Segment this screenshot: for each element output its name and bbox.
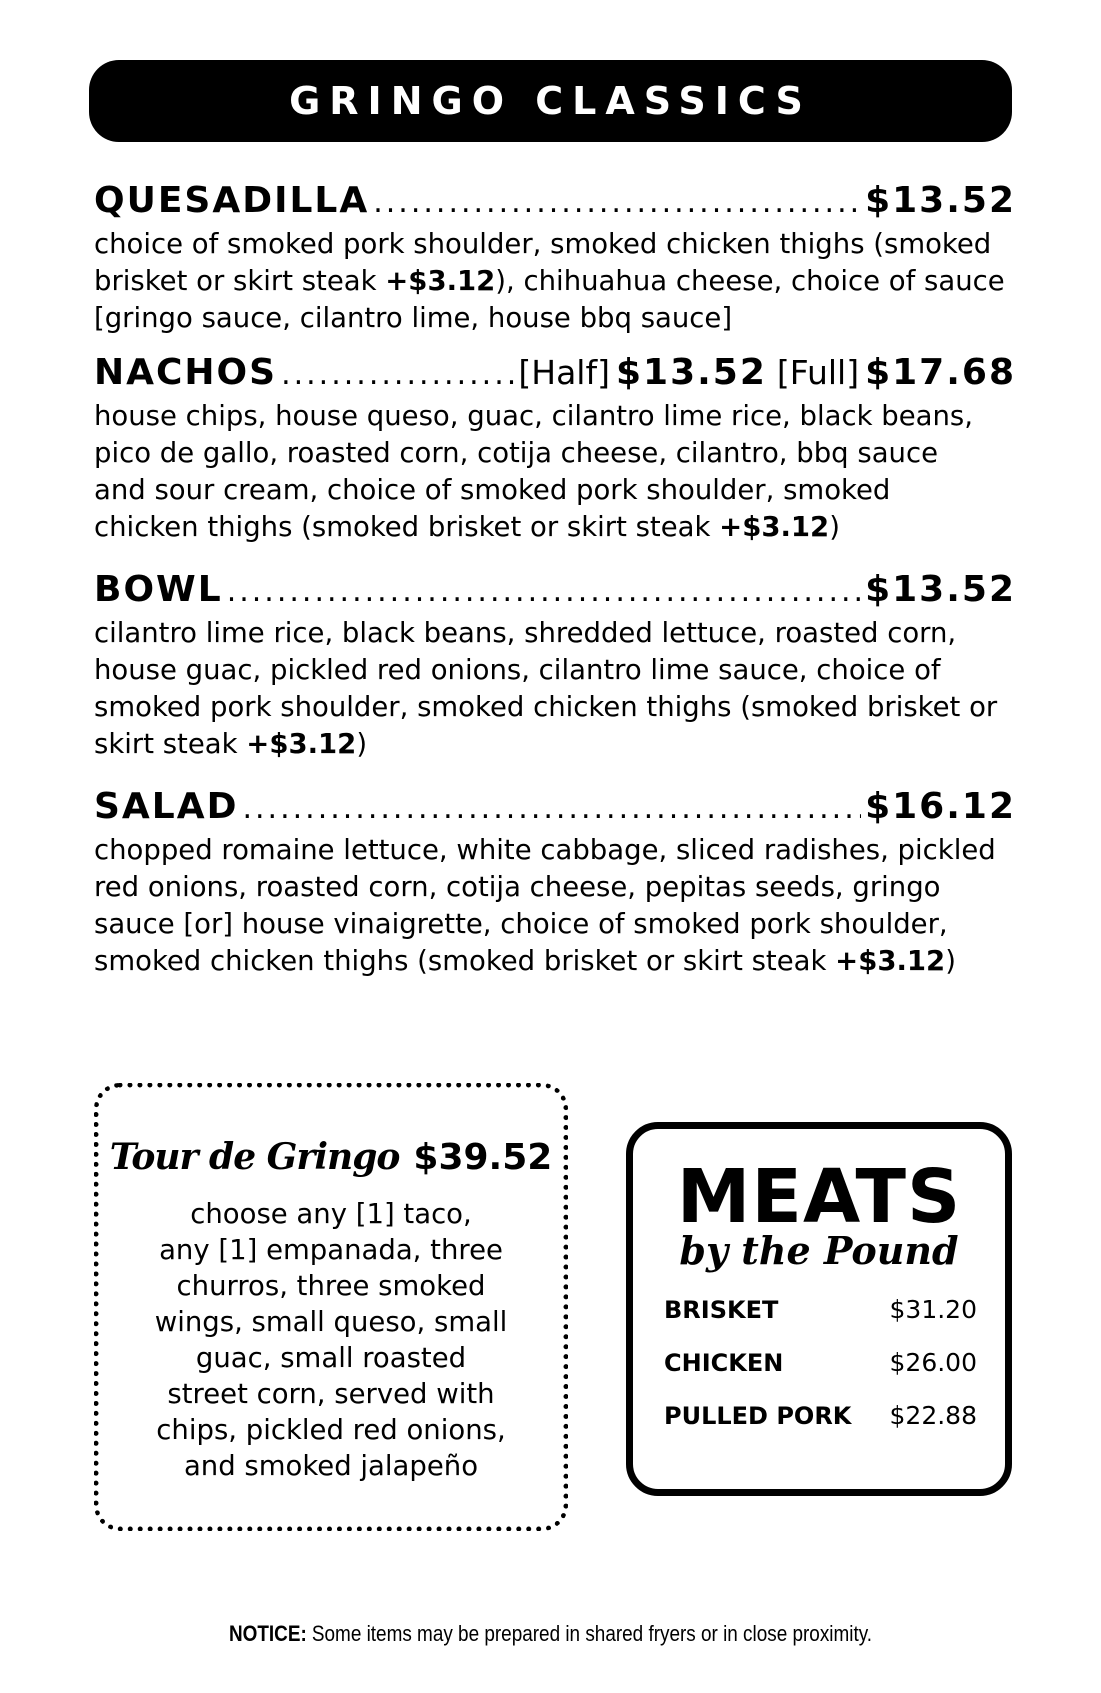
meats-title: MEATS	[676, 1154, 962, 1240]
description-text: ), chihuahua cheese, choice of sauce [gringo sauce, cilantro lime, house bbq sauce]	[94, 265, 1005, 334]
item-description	[94, 226, 1016, 337]
description-text: choice of smoked pork shoulder, smoked chicken thighs (smoked brisket or skirt steak	[94, 228, 992, 297]
description-text: house chips, house queso, guac, cilantro lime rice, black beans, pico de gallo, roasted corn, cotija cheese, cilantro, bbq sauce and sour cream, choice of smoked pork shoulder, smoked chicken thighs (smoked brisket or skirt steak	[94, 400, 973, 543]
meat-price-list	[633, 1283, 1005, 1442]
item-name: NACHOS	[94, 352, 278, 393]
item-header	[94, 784, 1016, 832]
full-price: $17.68	[865, 352, 1016, 393]
meat-name: BRISKET	[664, 1295, 779, 1324]
meat-price: $26.00	[889, 1348, 977, 1377]
menu-item-quesadilla	[94, 178, 1016, 337]
menu-item-salad	[94, 784, 1016, 980]
item-name: QUESADILLA	[94, 180, 370, 221]
half-label: [Half]	[518, 353, 610, 392]
tour-de-gringo-box	[94, 1083, 568, 1531]
item-header	[94, 178, 1016, 226]
meat-row-brisket	[664, 1283, 977, 1336]
description-text: )	[829, 511, 840, 543]
tour-header	[99, 1136, 563, 1178]
description-text: )	[945, 945, 956, 977]
section-title: GRINGO CLASSICS	[289, 79, 812, 123]
dot-leader	[373, 180, 861, 226]
allergen-notice	[77, 1621, 1024, 1647]
meat-row-chicken	[664, 1336, 977, 1389]
item-price: $13.52	[865, 180, 1016, 221]
upcharge-price: +$3.12	[246, 728, 357, 760]
description-text: cilantro lime rice, black beans, shredded lettuce, roasted corn, house guac, pickled red onions, cilantro lime sauce, choice of smoked pork shoulder, smoked chicken thighs (smoked brisket or skirt steak	[94, 617, 998, 760]
meat-price: $22.88	[889, 1401, 977, 1430]
item-description	[94, 615, 1016, 763]
notice-text: Some items may be prepared in shared fryers or in close proximity.	[311, 1621, 873, 1646]
description-text: )	[356, 728, 368, 760]
meat-name: PULLED PORK	[664, 1401, 852, 1430]
dot-leader	[227, 569, 861, 615]
item-header	[94, 567, 1016, 615]
meat-name: CHICKEN	[664, 1348, 784, 1377]
item-description	[94, 398, 1016, 546]
upcharge-price: +$3.12	[835, 945, 946, 977]
tour-name: Tour de Gringo	[109, 1136, 400, 1178]
item-name: SALAD	[94, 786, 239, 827]
menu-item-bowl	[94, 567, 1016, 763]
description-text: chopped romaine lettuce, white cabbage, sliced radishes, pickled red onions, roasted corn, cotija cheese, pepitas seeds, gringo sauce [or] house vinaigrette, choice of smoked pork shoulder, smoked chicken thighs (smoked brisket or skirt steak	[94, 834, 996, 977]
item-header	[94, 350, 1016, 398]
dot-leader	[242, 786, 861, 832]
menu-item-nachos	[94, 350, 1016, 546]
item-description	[94, 832, 1016, 980]
full-label: [Full]	[776, 353, 860, 392]
tour-price: $39.52	[413, 1137, 553, 1178]
meat-row-pulled-pork	[664, 1389, 977, 1442]
notice-label: NOTICE:	[228, 1621, 307, 1646]
tour-description: choose any [1] taco, any [1] empanada, three churros, three smoked wings, small queso, small guac, small roasted street corn, served with chips, pickled red onions, and smoked jalapeño	[154, 1198, 508, 1482]
item-price: $13.52	[865, 569, 1016, 610]
meats-by-the-pound-box	[626, 1122, 1012, 1496]
meat-price: $31.20	[889, 1295, 977, 1324]
upcharge-price: +$3.12	[719, 511, 830, 543]
dot-leader	[281, 352, 514, 398]
meats-subtitle: by the Pound	[679, 1228, 959, 1273]
item-name: BOWL	[94, 569, 223, 610]
section-header-banner	[89, 60, 1012, 142]
half-price: $13.52	[615, 352, 767, 393]
upcharge-price: +$3.12	[385, 265, 496, 297]
item-price: $16.12	[865, 786, 1016, 827]
